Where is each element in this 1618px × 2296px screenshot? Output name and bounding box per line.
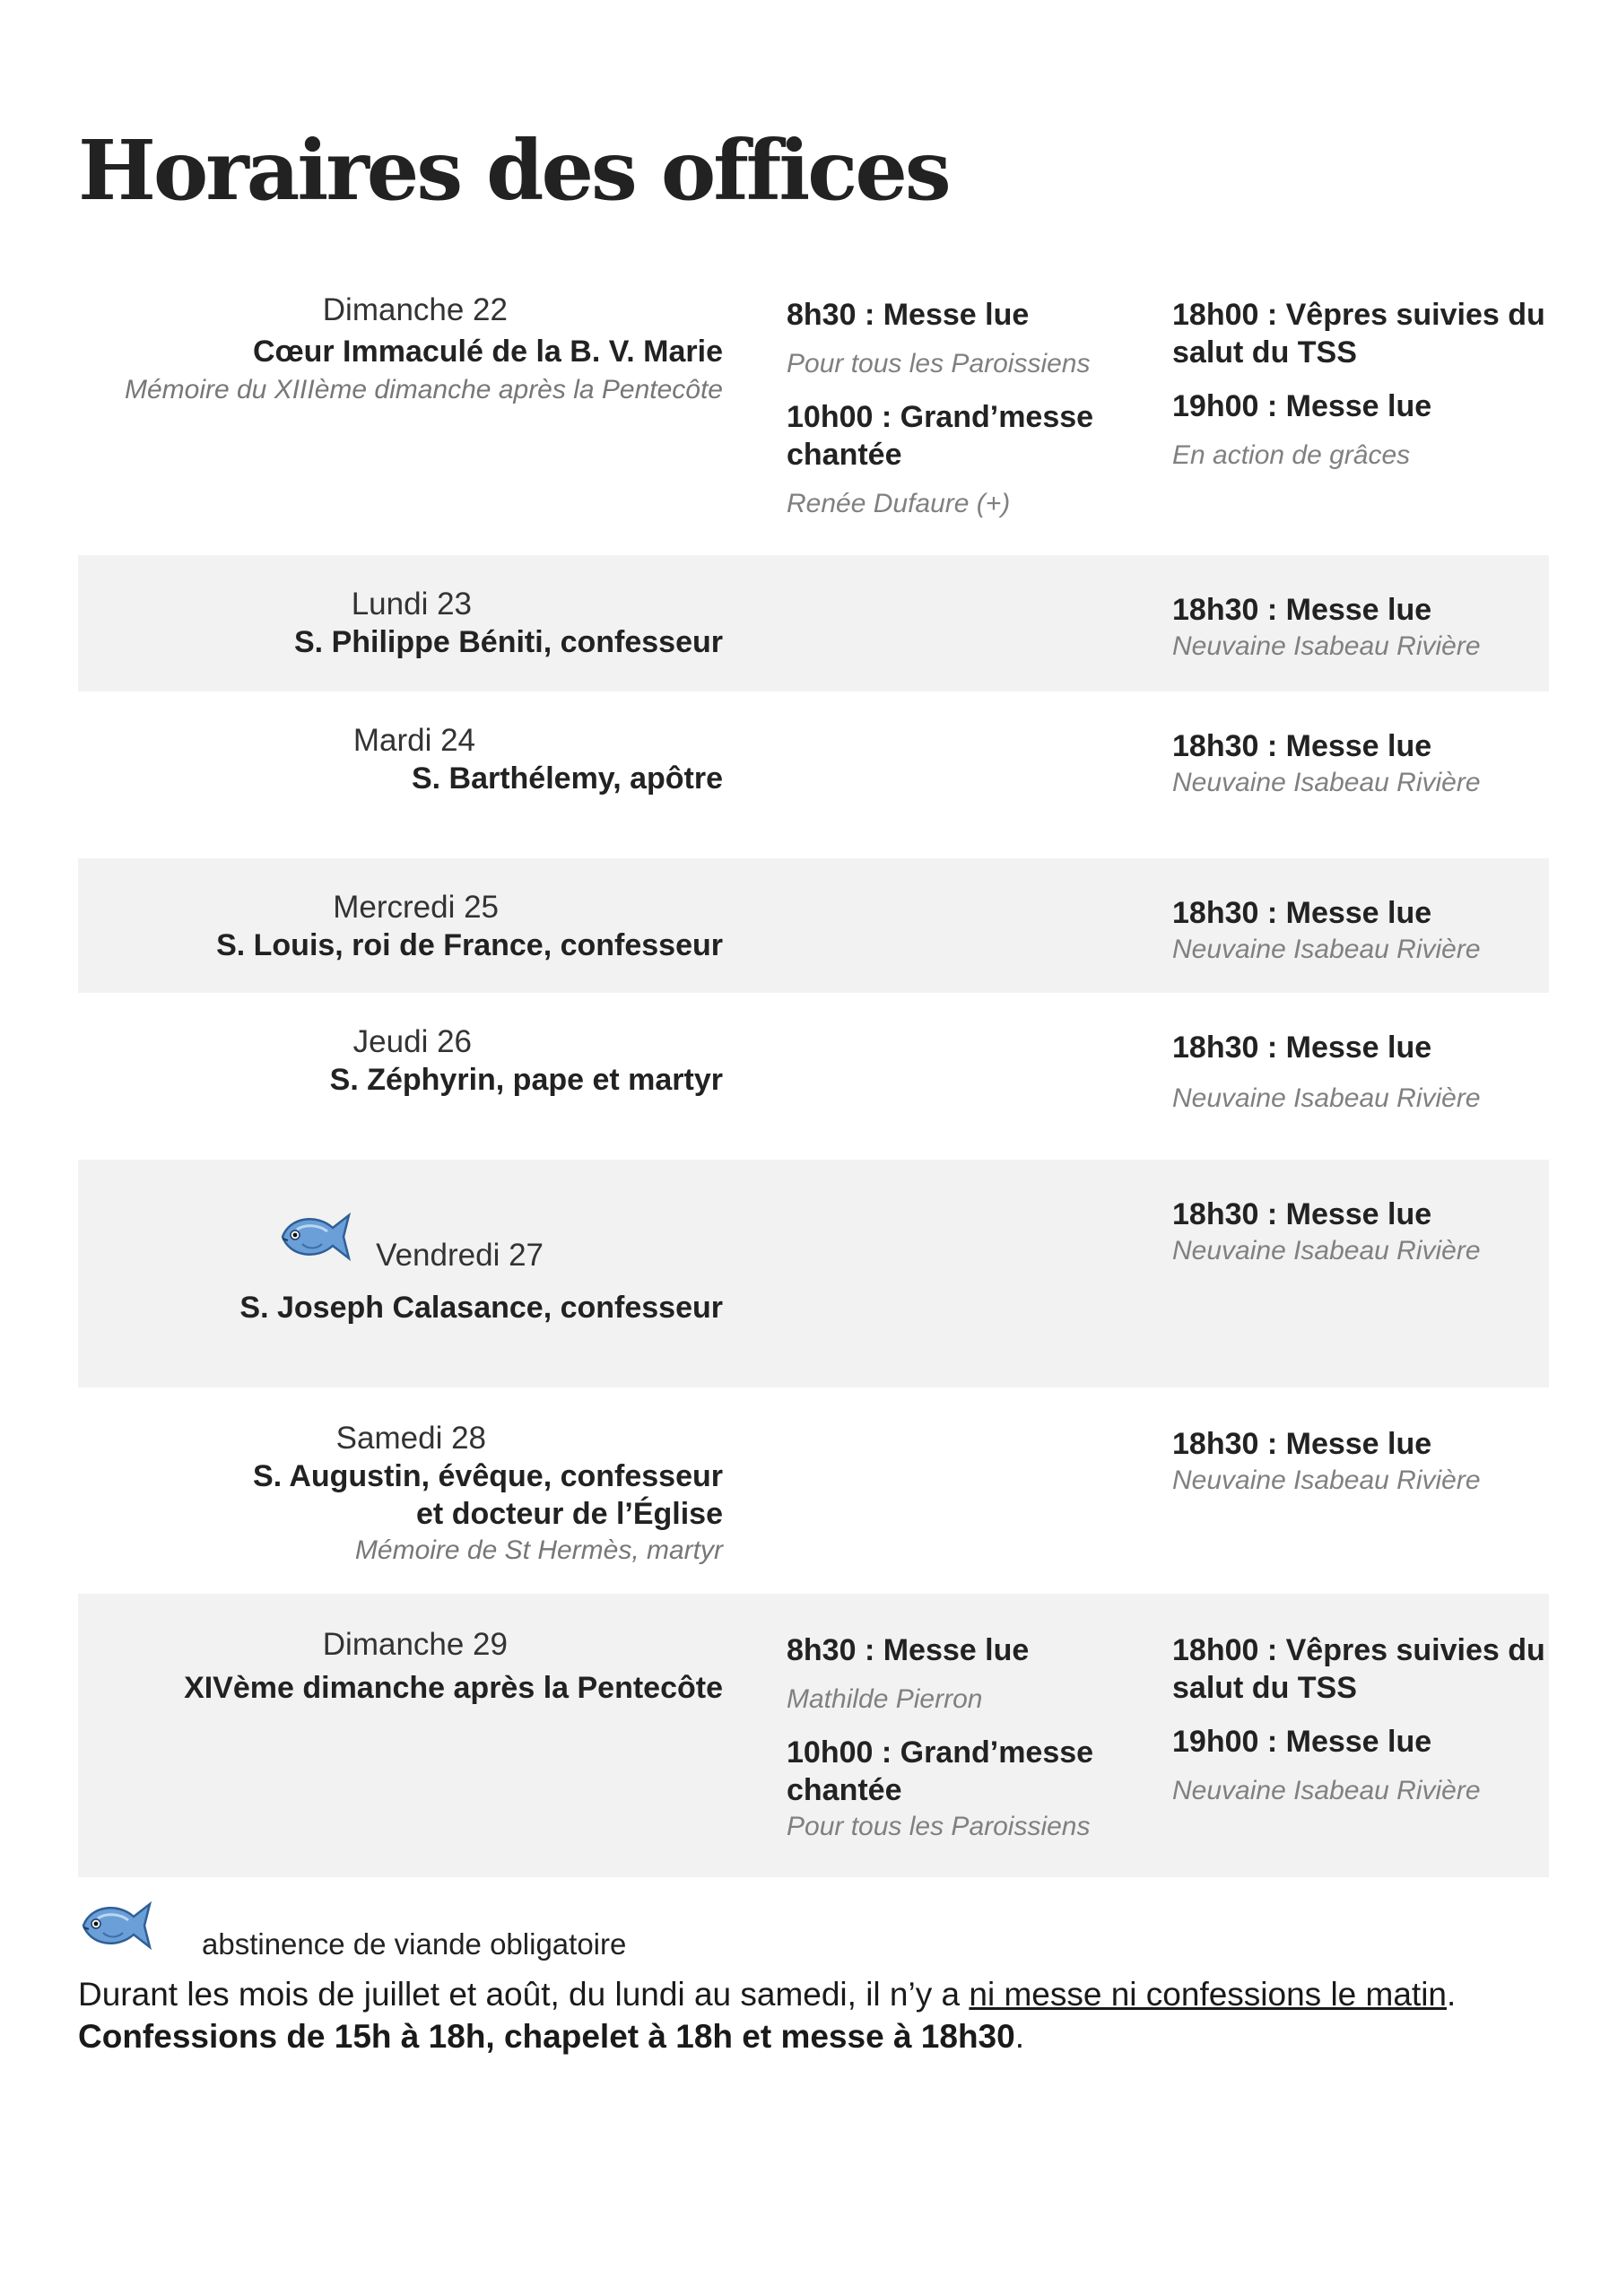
evening-services [1172, 894, 1549, 968]
note-bold: Confessions de 15h à 18h, chapelet à 18h et messe à 18h30 [78, 2018, 1015, 2055]
service-intention: Neuvaine Isabeau Rivière [1172, 1236, 1481, 1265]
evening-services [1172, 296, 1549, 474]
service-title: 18h30 : Messe lue [1172, 1427, 1432, 1461]
day-name: Mardi 24 [352, 723, 475, 758]
note-text: Durant les mois de juillet et août, du lundi au samedi, il n’y a [78, 1976, 970, 2013]
fish-icon [78, 1897, 152, 1954]
feast-name: S. Zéphyrin, pape et martyr [329, 1063, 723, 1097]
legend [78, 1888, 1549, 1960]
schedule-table [78, 274, 1549, 1877]
day-name: Dimanche 22 [322, 292, 508, 327]
note-punct: . [1014, 2018, 1024, 2055]
evening-services [1172, 591, 1549, 665]
morning-services [787, 296, 1163, 522]
note-punct: . [1447, 1976, 1457, 2013]
day-row [78, 1387, 1549, 1594]
day-row [78, 993, 1549, 1160]
day-info [78, 1626, 723, 1707]
day-row [78, 1594, 1549, 1877]
evening-services [1172, 727, 1549, 801]
morning-services [787, 1631, 1163, 1845]
service-title: 18h00 : Vêpres suivies du salut du TSS [1172, 298, 1545, 370]
service-title: 18h00 : Vêpres suivies du salut du TSS [1172, 1633, 1545, 1705]
service-title: 19h00 : Messe lue [1172, 1725, 1432, 1759]
service-intention: Neuvaine Isabeau Rivière [1172, 1465, 1481, 1495]
feast-name: XIVème dimanche après la Pentecôte [184, 1671, 723, 1705]
memorial-note: Mémoire du XIIIème dimanche après la Pentecôte [124, 375, 723, 404]
page-title: Horaires des offices [78, 122, 949, 219]
service-intention: Neuvaine Isabeau Rivière [1172, 935, 1481, 964]
memorial-note: Mémoire de St Hermès, martyr [354, 1535, 723, 1565]
note-underlined: ni messe ni confessions le matin [969, 1976, 1448, 2013]
day-info [78, 722, 723, 797]
day-info [78, 889, 723, 964]
day-row [78, 555, 1549, 691]
day-info [78, 290, 723, 408]
evening-services [1172, 1196, 1549, 1269]
day-name: Jeudi 26 [352, 1024, 472, 1059]
footer-note [78, 1973, 1567, 2057]
service-title: 8h30 : Messe lue [787, 298, 1030, 332]
day-name: Dimanche 29 [322, 1627, 508, 1662]
service-title: 10h00 : Grand’messe chantée [787, 1735, 1094, 1807]
day-info [78, 586, 723, 661]
evening-services [1172, 1029, 1549, 1117]
day-info [78, 1235, 723, 1326]
day-name: Lundi 23 [351, 587, 472, 622]
feast-name: S. Philippe Béniti, confesseur [294, 625, 723, 659]
feast-name: Cœur Immaculé de la B. V. Marie [252, 335, 723, 369]
service-intention: Mathilde Pierron [787, 1684, 983, 1714]
service-title: 19h00 : Messe lue [1172, 389, 1432, 423]
feast-name: et docteur de l’Église [416, 1497, 723, 1531]
service-intention: Pour tous les Paroissiens [787, 1812, 1091, 1841]
service-intention: Neuvaine Isabeau Rivière [1172, 631, 1481, 661]
service-intention: Neuvaine Isabeau Rivière [1172, 1776, 1481, 1805]
day-info [78, 1420, 723, 1569]
day-row [78, 691, 1549, 858]
legend-text: abstinence de viande obligatoire [202, 1927, 627, 1961]
day-row [78, 858, 1549, 993]
service-title: 18h30 : Messe lue [1172, 729, 1432, 763]
service-intention: En action de grâces [1172, 440, 1411, 470]
day-row [78, 1160, 1549, 1387]
feast-name: S. Augustin, évêque, confesseur [253, 1459, 723, 1493]
day-info [78, 1023, 723, 1099]
service-intention: Neuvaine Isabeau Rivière [1172, 1083, 1481, 1113]
day-name: Mercredi 25 [333, 890, 499, 925]
service-title: 18h30 : Messe lue [1172, 896, 1432, 930]
service-intention: Neuvaine Isabeau Rivière [1172, 768, 1481, 797]
feast-name: S. Louis, roi de France, confesseur [216, 928, 723, 962]
service-intention: Renée Dufaure (+) [787, 489, 1011, 518]
service-intention: Pour tous les Paroissiens [787, 349, 1091, 378]
service-title: 18h30 : Messe lue [1172, 1197, 1432, 1231]
service-title: 8h30 : Messe lue [787, 1633, 1030, 1667]
service-title: 18h30 : Messe lue [1172, 593, 1432, 627]
evening-services [1172, 1425, 1549, 1499]
service-title: 18h30 : Messe lue [1172, 1031, 1432, 1065]
evening-services [1172, 1631, 1549, 1809]
service-title: 10h00 : Grand’messe chantée [787, 400, 1094, 472]
feast-name: S. Joseph Calasance, confesseur [239, 1291, 723, 1325]
day-name: Vendredi 27 [376, 1238, 544, 1273]
feast-name: S. Barthélemy, apôtre [411, 761, 723, 796]
day-name: Samedi 28 [335, 1421, 486, 1456]
day-row [78, 274, 1549, 555]
